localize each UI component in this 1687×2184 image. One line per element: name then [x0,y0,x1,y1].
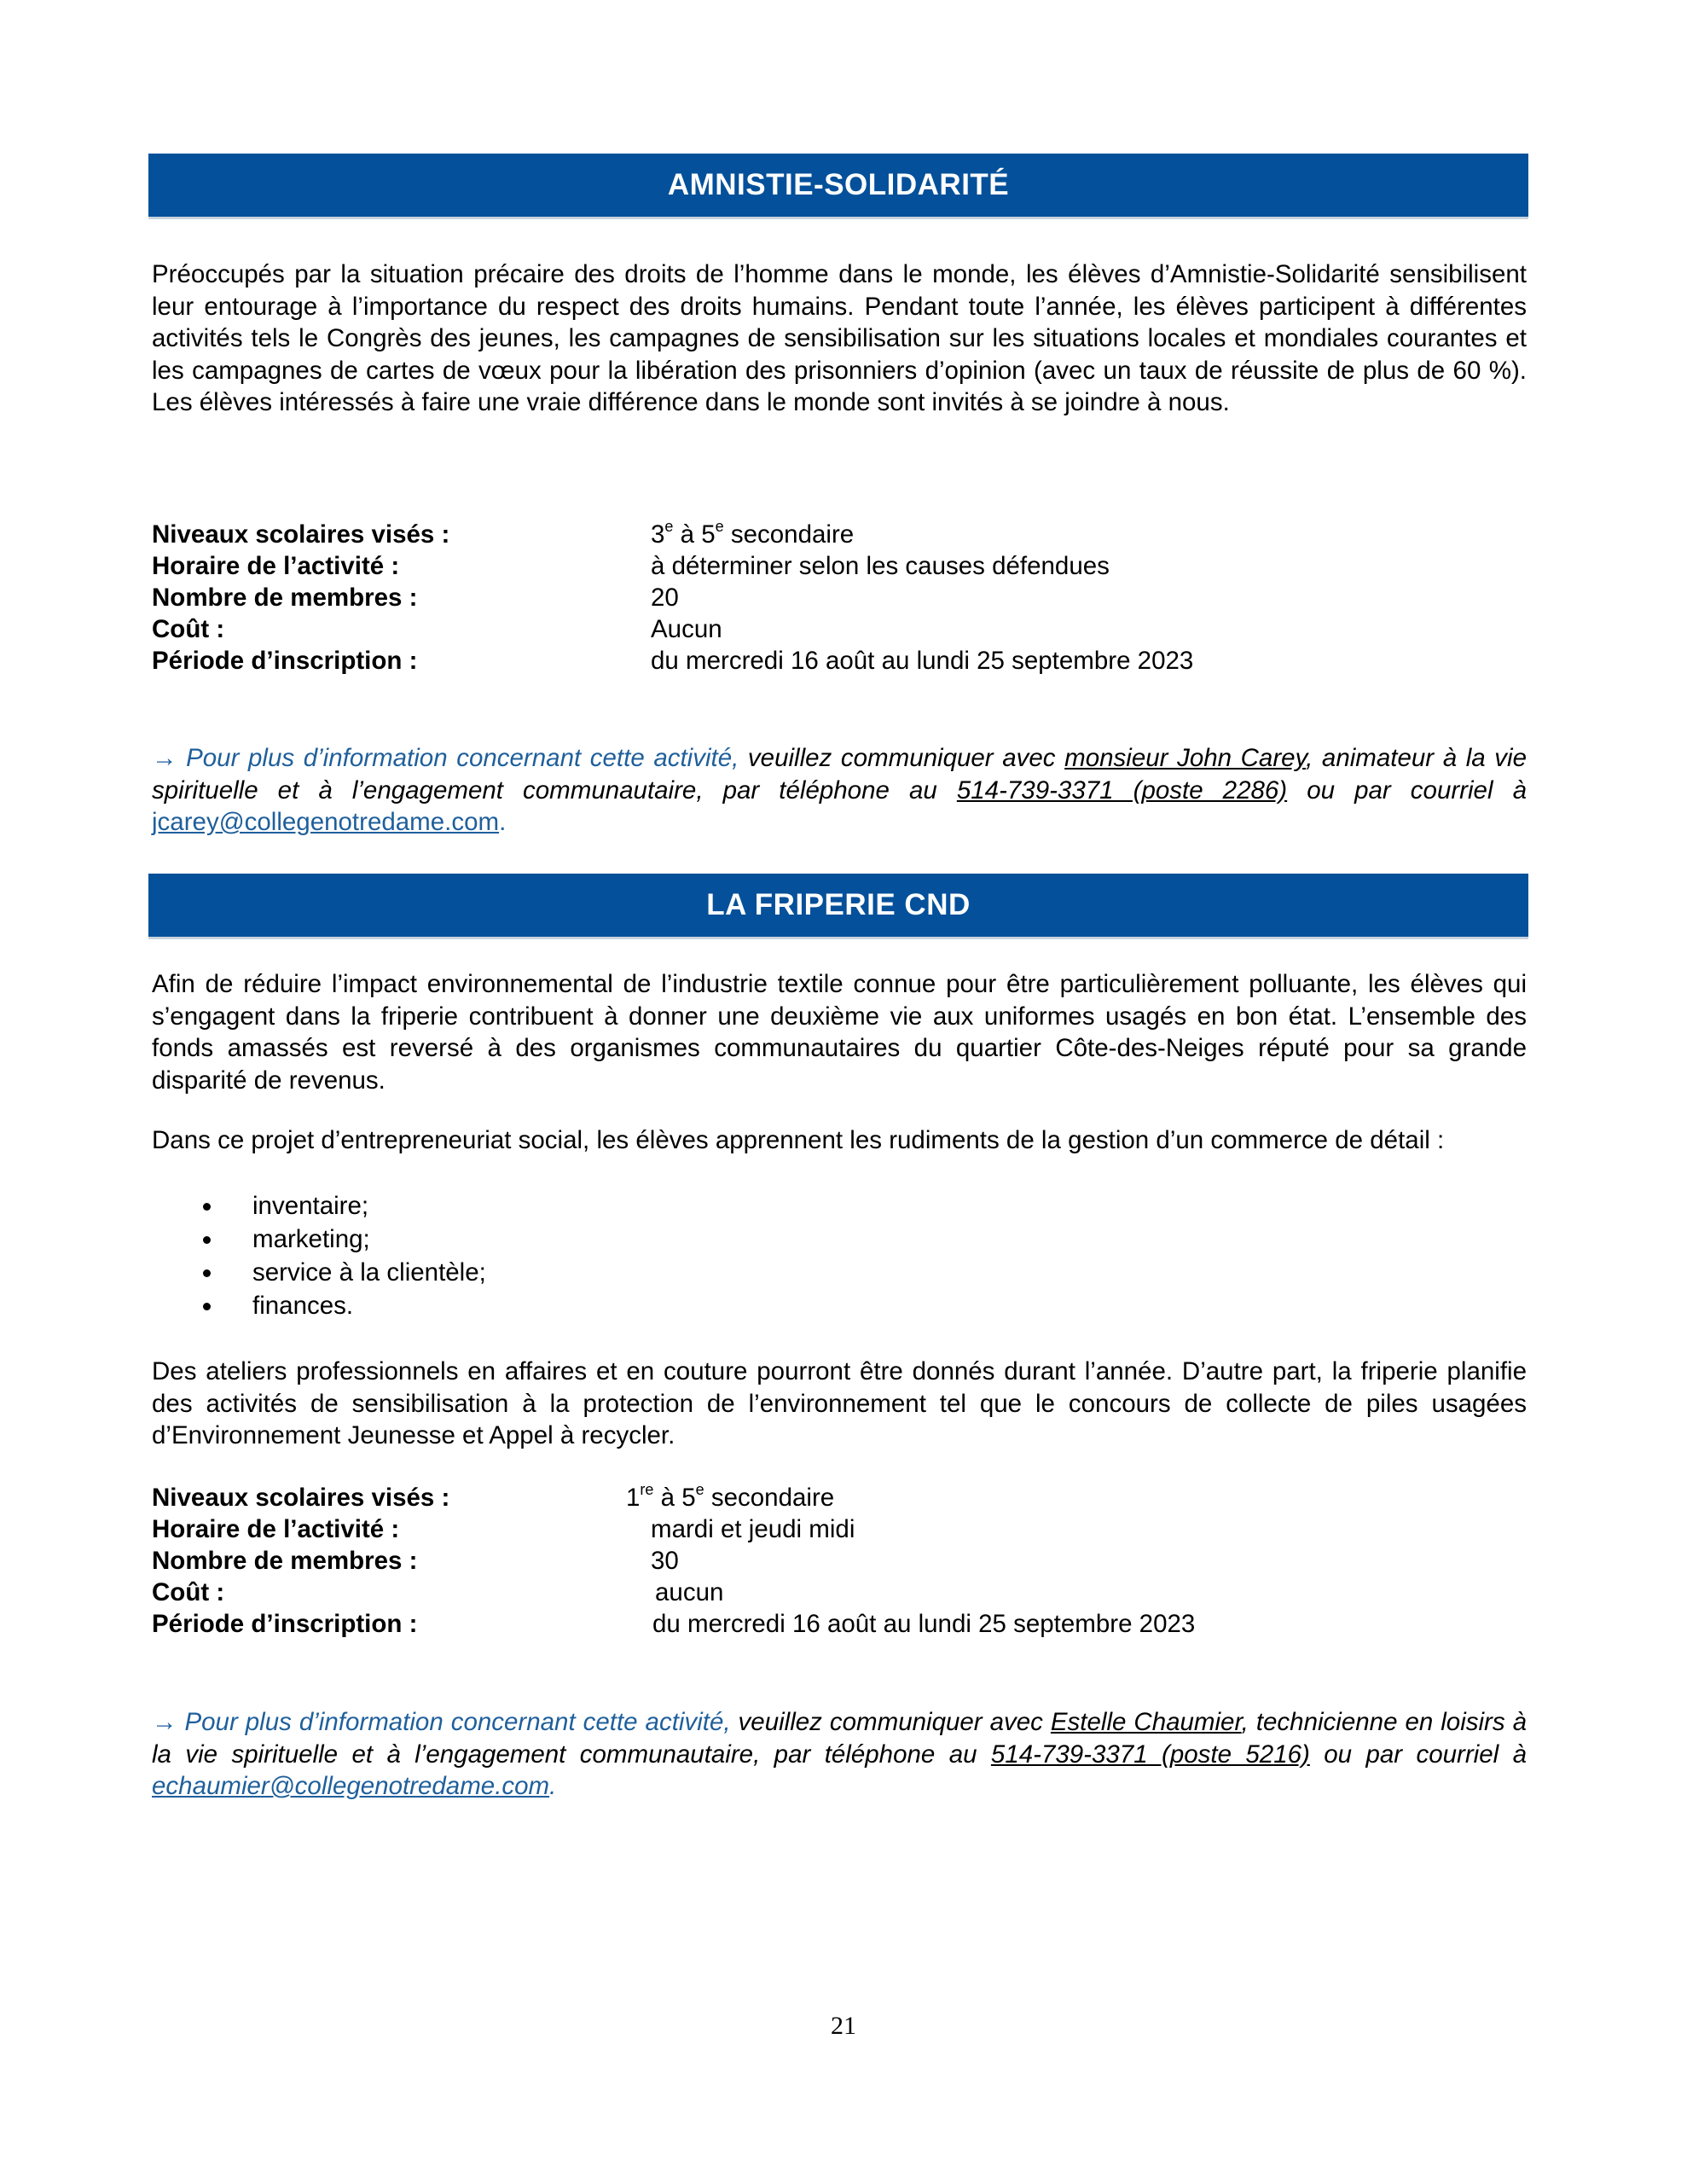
bullet-icon [203,1236,211,1244]
page-number: 21 [831,2012,856,2040]
info-value: à déterminer selon les causes défendues [651,552,1110,580]
section-title: LA FRIPERIE CND [706,888,971,921]
bullet-list [152,1189,1516,1322]
email-link[interactable]: echaumier@collegenotredame.com [152,1772,550,1800]
contact-name: monsieur John Carey [1064,744,1307,772]
section-header-friperie [148,874,1528,939]
email-link[interactable]: jcarey@collegenotredame.com [152,808,500,836]
list-item: marketing; [152,1223,1516,1256]
info-value: 3e à 5e secondaire [651,518,855,549]
info-label: Niveaux scolaires visés : [152,1484,450,1512]
contact-name: Estelle Chaumier [1050,1708,1242,1736]
info-label: Niveaux scolaires visés : [152,520,450,549]
info-label: Coût : [152,1578,225,1606]
info-value: du mercredi 16 août au lundi 25 septembre 2023 [651,647,1194,675]
info-label: Nombre de membres : [152,584,418,612]
info-label: Période d’inscription : [152,1610,418,1638]
contact-paragraph: → Pour plus d’information concernant cette activité, veuillez communiquer avec Estelle Chaumier, technicienne en loisirs à la vie spirituelle et à l’engagement communautaire, par téléphone au 514-739-3371 (poste 5216) ou par courriel à echaumier@collegenotredame.com. [152,1708,1527,1800]
section-title: AMNISTIE-SOLIDARITÉ [667,168,1010,201]
contact-phone: 514-739-3371 (poste 5216) [990,1740,1310,1769]
info-label: Nombre de membres : [152,1547,418,1575]
info-label: Horaire de l’activité : [152,1515,400,1543]
list-item: inventaire; [152,1189,1516,1223]
info-value: mardi et jeudi midi [651,1515,855,1543]
contact-paragraph: → Pour plus d’information concernant cette activité, veuillez communiquer avec monsieur John Carey, animateur à la vie spirituelle et à l’engagement communautaire, par téléphone au 514-739-3371 (poste 2286) ou par courriel à jcarey@collegenotredame.com. [152,744,1527,836]
contact-phone: 514-739-3371 (poste 2286) [956,775,1288,804]
info-value: 30 [651,1547,679,1575]
info-value: 20 [651,584,679,612]
info-value: 1re à 5e secondaire [626,1481,835,1512]
section-description: Préoccupés par la situation précaire des droits de l’homme dans le monde, les élèves d’Amnistie-Solidarité sensibilisent leur entourage à l’importance du respect des droits humains. Pendant toute l’année, les élèves participent à différentes activités tels le Congrès des jeunes, les campagnes de sensibilisation sur les situations locales et mondiales courantes et les campagnes de cartes de vœux pour la libération des prisonniers d’opinion (avec un taux de réussite de plus de 60 %). Les élèves intéressés à faire une vraie différence dans le monde sont invités à se joindre à nous. [152,260,1527,416]
info-value: aucun [655,1578,724,1606]
info-value: du mercredi 16 août au lundi 25 septembre 2023 [652,1610,1196,1638]
list-item: service à la clientèle; [152,1256,1516,1289]
section-description-2: Dans ce projet d’entrepreneuriat social, les élèves apprennent les rudiments de la gestion d’un commerce de détail : [152,1126,1445,1154]
contact-intro: → Pour plus d’information concernant cette activité, [152,1708,731,1736]
bullet-icon [203,1269,211,1277]
info-label: Horaire de l’activité : [152,552,400,580]
info-label: Période d’inscription : [152,647,418,675]
list-item: finances. [152,1289,1516,1322]
bullet-icon [203,1303,211,1310]
section-header-amnistie [148,154,1528,219]
info-value: Aucun [651,615,722,643]
contact-intro: → Pour plus d’information concernant cette activité, [152,744,739,772]
info-label: Coût : [152,615,225,643]
section-description-3: Des ateliers professionnels en affaires et en couture pourront être donnés durant l’année. D’autre part, la friperie planifie des activités de sensibilisation à la protection de l’environnement tel que le concours de collecte de piles usagées d’Environnement Jeunesse et Appel à recycler. [152,1357,1527,1449]
section-description: Afin de réduire l’impact environnemental de l’industrie textile connue pour être particulièrement polluante, les élèves qui s’engagent dans la friperie contribuent à donner une deuxième vie aux uniformes usagés en bon état. L’ensemble des fonds amassés est reversé à des organismes communautaires du quartier Côte-des-Neiges réputé pour sa grande disparité de revenus. [152,970,1527,1095]
bullet-icon [203,1203,211,1211]
